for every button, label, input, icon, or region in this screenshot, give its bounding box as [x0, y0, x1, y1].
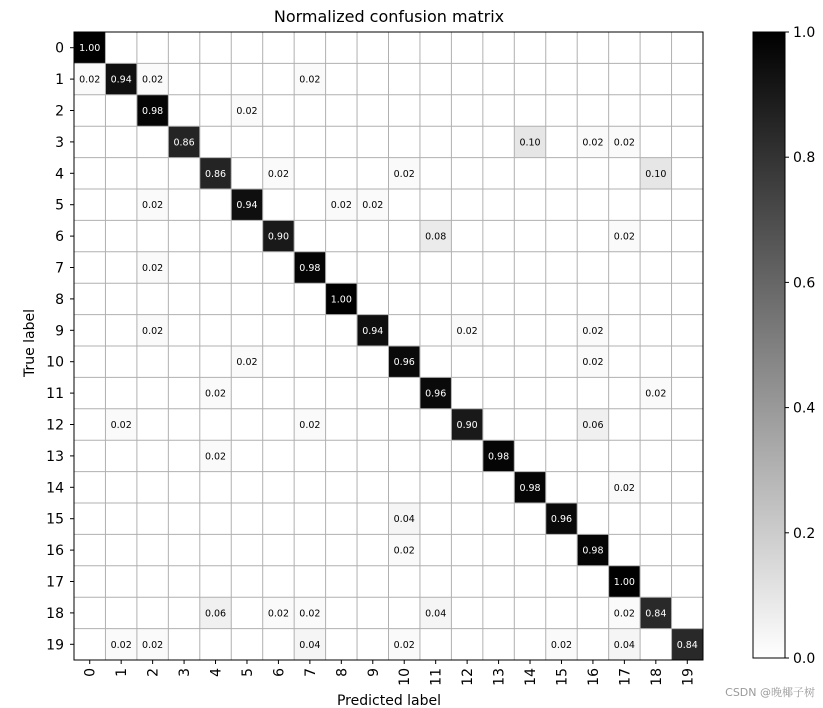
- y-tick-label-14: 14: [46, 480, 64, 497]
- y-tick-label-17: 17: [46, 574, 64, 591]
- cell-label-r18-c11: 0.04: [425, 608, 447, 620]
- grid-layer: [74, 32, 703, 660]
- y-tick-label-7: 7: [55, 260, 64, 277]
- cell-label-r7-c2: 0.02: [142, 263, 164, 274]
- cell-label-r6-c6: 0.90: [267, 231, 290, 243]
- cell-label-r3-c3: 0.86: [173, 137, 195, 149]
- cell-label-r12-c16: 0.06: [582, 420, 604, 431]
- chart-title: Normalized confusion matrix: [273, 7, 505, 26]
- cell-label-r18-c6: 0.02: [267, 608, 290, 620]
- colorbar-tick-label-0.0: 0.0: [793, 651, 816, 667]
- cell-label-r19-c7: 0.04: [299, 639, 321, 651]
- cell-label-r4-c4: 0.86: [204, 168, 227, 180]
- x-tick-label-4: 4: [208, 668, 225, 677]
- x-tick-label-1: 1: [114, 668, 131, 677]
- x-tick-label-2: 2: [145, 668, 162, 677]
- cell-label-r1-c7: 0.02: [299, 74, 321, 86]
- x-tick-label-12: 12: [460, 668, 477, 686]
- x-tick-label-0: 0: [82, 668, 99, 677]
- cell-label-r18-c18: 0.84: [645, 608, 667, 620]
- x-tick-label-8: 8: [334, 668, 351, 677]
- cell-label-r3-c14: 0.10: [519, 137, 541, 149]
- y-tick-label-5: 5: [55, 197, 64, 214]
- cell-label-r9-c12: 0.02: [456, 325, 478, 337]
- y-tick-label-1: 1: [55, 72, 64, 89]
- cell-label-r16-c16: 0.98: [582, 545, 604, 557]
- x-tick-label-13: 13: [491, 668, 508, 686]
- y-tick-label-3: 3: [55, 134, 64, 151]
- cell-label-r11-c4: 0.02: [204, 388, 227, 400]
- watermark: CSDN @晚椰子树: [725, 686, 815, 699]
- x-tick-label-5: 5: [239, 668, 256, 677]
- colorbar-tick-label-0.4: 0.4: [793, 400, 816, 417]
- y-tick-label-6: 6: [55, 229, 64, 246]
- cell-label-r4-c18: 0.10: [645, 168, 667, 180]
- y-tick-label-4: 4: [55, 166, 64, 183]
- cell-label-r19-c15: 0.02: [550, 639, 573, 651]
- cell-label-r5-c2: 0.02: [142, 200, 164, 212]
- x-tick-label-11: 11: [428, 668, 445, 686]
- y-tick-label-10: 10: [46, 354, 64, 371]
- cell-label-r12-c7: 0.02: [299, 420, 321, 431]
- y-tick-label-13: 13: [46, 448, 64, 465]
- x-tick-label-3: 3: [177, 668, 194, 677]
- cell-label-r6-c11: 0.08: [425, 231, 447, 243]
- cell-label-r16-c10: 0.02: [393, 545, 415, 557]
- x-tick-label-19: 19: [680, 668, 697, 686]
- cell-label-r13-c13: 0.98: [487, 451, 510, 463]
- colorbar-tick-label-0.6: 0.6: [793, 275, 816, 292]
- x-axis-label: Predicted label: [336, 693, 442, 708]
- y-tick-label-18: 18: [46, 605, 64, 622]
- cell-label-r15-c15: 0.96: [550, 514, 573, 526]
- y-ticks-layer: [46, 41, 74, 654]
- x-tick-label-9: 9: [365, 668, 382, 677]
- x-tick-label-7: 7: [302, 668, 319, 677]
- cell-label-r17-c17: 1.00: [613, 577, 635, 588]
- cell-label-r9-c2: 0.02: [142, 325, 164, 337]
- colorbar-tick-label-1.0: 1.0: [793, 25, 816, 41]
- cell-label-r11-c18: 0.02: [645, 388, 667, 400]
- y-axis-label: True label: [22, 308, 38, 378]
- y-tick-label-11: 11: [46, 386, 64, 403]
- cell-label-r19-c2: 0.02: [142, 639, 164, 651]
- cell-label-r19-c17: 0.04: [613, 639, 635, 651]
- cell-label-r6-c17: 0.02: [613, 231, 635, 243]
- colorbar: [753, 32, 785, 658]
- cell-label-r12-c12: 0.90: [456, 420, 478, 431]
- colorbar-ticks-layer: [785, 25, 815, 667]
- cell-label-r18-c4: 0.06: [204, 608, 227, 620]
- cell-label-r0-c0: 1.00: [79, 43, 101, 55]
- cell-label-r19-c1: 0.02: [110, 639, 132, 651]
- cell-label-r4-c10: 0.02: [393, 168, 415, 180]
- cell-label-r3-c17: 0.02: [613, 137, 635, 149]
- cell-label-r19-c19: 0.84: [676, 639, 698, 651]
- cell-label-r3-c16: 0.02: [582, 137, 604, 149]
- cell-label-r10-c5: 0.02: [236, 357, 258, 369]
- y-tick-label-8: 8: [55, 291, 64, 308]
- colorbar-tick-label-0.2: 0.2: [793, 525, 816, 542]
- x-tick-label-15: 15: [554, 668, 571, 686]
- cell-label-r14-c14: 0.98: [519, 482, 541, 494]
- cell-label-r14-c17: 0.02: [613, 482, 635, 494]
- y-tick-label-15: 15: [46, 511, 64, 528]
- cell-label-r1-c0: 0.02: [79, 74, 101, 86]
- cell-label-r11-c11: 0.96: [425, 388, 447, 400]
- cell-label-r5-c8: 0.02: [330, 200, 352, 212]
- cell-label-r10-c16: 0.02: [582, 357, 604, 369]
- x-tick-label-14: 14: [523, 668, 540, 686]
- y-tick-label-12: 12: [46, 417, 64, 434]
- x-tick-label-17: 17: [617, 668, 634, 686]
- cell-label-r8-c8: 1.00: [330, 294, 352, 306]
- cell-label-r9-c9: 0.94: [362, 325, 384, 337]
- x-tick-label-6: 6: [271, 668, 288, 677]
- y-tick-label-19: 19: [46, 637, 64, 654]
- cell-label-r7-c7: 0.98: [299, 263, 321, 274]
- x-ticks-layer: [83, 660, 697, 686]
- y-tick-label-2: 2: [55, 103, 64, 120]
- x-tick-label-10: 10: [397, 668, 414, 686]
- cell-label-r18-c7: 0.02: [299, 608, 321, 620]
- cell-label-r5-c9: 0.02: [362, 200, 384, 212]
- cell-label-r2-c5: 0.02: [236, 106, 258, 117]
- colorbar-tick-label-0.8: 0.8: [793, 150, 816, 167]
- cell-label-r9-c16: 0.02: [582, 325, 604, 337]
- cell-label-r1-c1: 0.94: [110, 74, 132, 86]
- cell-label-r10-c10: 0.96: [393, 357, 415, 369]
- x-tick-label-16: 16: [585, 668, 602, 686]
- y-tick-label-16: 16: [46, 543, 64, 560]
- cell-label-r2-c2: 0.98: [142, 106, 164, 117]
- y-tick-label-9: 9: [55, 323, 64, 340]
- cell-label-r13-c4: 0.02: [204, 451, 227, 463]
- cell-label-r1-c2: 0.02: [142, 74, 164, 86]
- x-tick-label-18: 18: [648, 668, 665, 686]
- cell-label-r15-c10: 0.04: [393, 514, 415, 526]
- y-tick-label-0: 0: [55, 40, 64, 57]
- cell-label-r18-c17: 0.02: [613, 608, 635, 620]
- cell-label-r19-c10: 0.02: [393, 639, 415, 651]
- cell-label-r5-c5: 0.94: [236, 200, 258, 212]
- cell-label-r12-c1: 0.02: [110, 420, 132, 431]
- cell-label-r4-c6: 0.02: [267, 168, 290, 180]
